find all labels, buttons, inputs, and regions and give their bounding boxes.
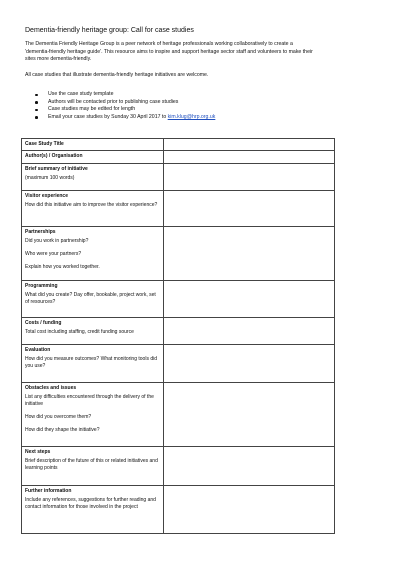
form-field-heading: Brief summary of initiative <box>25 165 88 172</box>
form-label-cell <box>22 447 164 485</box>
intro-line: sites more dementia-friendly. <box>25 56 92 63</box>
form-field-heading: Costs / funding <box>25 319 62 326</box>
form-field-heading: Evaluation <box>25 346 51 353</box>
form-field-prompt: How did they shape the initiative? <box>25 426 100 433</box>
form-field-prompt: Who were your partners? <box>25 250 82 257</box>
form-field-prompt: Did you work in partnership? <box>25 238 89 245</box>
form-label-cell <box>22 486 164 533</box>
form-input-cell[interactable] <box>164 383 334 446</box>
form-label-cell <box>22 345 164 382</box>
form-input-cell[interactable] <box>164 191 334 226</box>
intro-paragraph <box>25 41 380 64</box>
form-row <box>22 139 334 151</box>
form-field-heading: Partnerships <box>25 228 56 235</box>
instruction-item <box>35 106 215 114</box>
form-field-prompt: How did you measure outcomes? What monitoring tools did you use? <box>25 356 158 370</box>
form-label-cell <box>22 139 164 150</box>
email-link[interactable]: kim.klug@hrp.org.uk <box>167 113 216 120</box>
form-label-cell <box>22 383 164 446</box>
form-label-cell <box>22 164 164 190</box>
form-input-cell[interactable] <box>164 227 334 280</box>
form-field-prompt: (maximum 100 words) <box>25 175 75 182</box>
form-label-cell <box>22 227 164 280</box>
instructions-list <box>35 91 215 121</box>
form-input-cell[interactable] <box>164 486 334 533</box>
form-label-cell <box>22 191 164 226</box>
form-input-cell[interactable] <box>164 151 334 163</box>
form-row <box>22 227 334 281</box>
form-input-cell[interactable] <box>164 139 334 150</box>
form-field-heading: Case Study Title <box>25 140 64 147</box>
form-input-cell[interactable] <box>164 318 334 344</box>
form-field-heading: Next steps <box>25 448 51 455</box>
form-input-cell[interactable] <box>164 447 334 485</box>
form-input-cell[interactable] <box>164 345 334 382</box>
form-input-cell[interactable] <box>164 164 334 190</box>
form-input-cell[interactable] <box>164 281 334 317</box>
form-label-cell <box>22 151 164 163</box>
form-row <box>22 447 334 486</box>
form-label-cell <box>22 281 164 317</box>
instruction-text: Authors will be contacted prior to publishing case studies <box>48 98 179 105</box>
form-field-prompt: How did this initiative aim to improve the visitor experience? <box>25 202 158 209</box>
form-field-prompt: Explain how you worked together. <box>25 263 100 270</box>
form-field-heading: Visitor experience <box>25 192 68 199</box>
form-field-heading: Programming <box>25 282 58 289</box>
page-title: Dementia-friendly heritage group: Call for case studies <box>25 27 194 34</box>
instruction-item <box>35 91 215 99</box>
form-field-prompt: What did you create? Day offer, bookable, project work, set of resources? <box>25 292 156 306</box>
intro-line: 'dementia-friendly heritage guide'. This resource aims to inspire and support heritage sector staff and volunteers to make their <box>25 48 313 55</box>
form-row <box>22 383 334 447</box>
form-field-prompt: Brief description of the future of this or related initiatives and learning points <box>25 458 158 472</box>
form-field-prompt: Total cost including staffing, credit funding source <box>25 329 134 336</box>
form-field-prompt: Include any references, suggestions for further reading and contact information for those involved in the project <box>25 497 156 511</box>
form-row <box>22 191 334 227</box>
case-study-form <box>21 138 335 534</box>
instruction-text: Email your case studies by Sunday 30 April 2017 to <box>48 113 168 120</box>
form-field-prompt: List any difficulties encountered through the delivery of the initiative <box>25 394 154 408</box>
instruction-item <box>35 114 215 122</box>
instruction-text: Use the case study template <box>48 91 114 97</box>
form-row <box>22 318 334 345</box>
form-row <box>22 345 334 383</box>
form-row <box>22 486 334 533</box>
form-field-heading: Author(s) / Organisation <box>25 152 83 159</box>
intro-line: The Dementia Friendly Heritage Group is a peer network of heritage professionals working collaboratively to create a <box>25 41 293 47</box>
instruction-text: Case studies may be edited for length <box>48 106 136 113</box>
form-row <box>22 281 334 318</box>
form-field-prompt: How did you overcome them? <box>25 414 92 421</box>
form-field-heading: Further information <box>25 487 72 494</box>
form-field-heading: Obstacles and issues <box>25 384 77 391</box>
form-label-cell <box>22 318 164 344</box>
instruction-item <box>35 99 215 107</box>
welcome-text: All case studies that illustrate dementia-friendly heritage initiatives are welcome. <box>25 72 209 78</box>
form-row <box>22 151 334 164</box>
form-row <box>22 164 334 191</box>
